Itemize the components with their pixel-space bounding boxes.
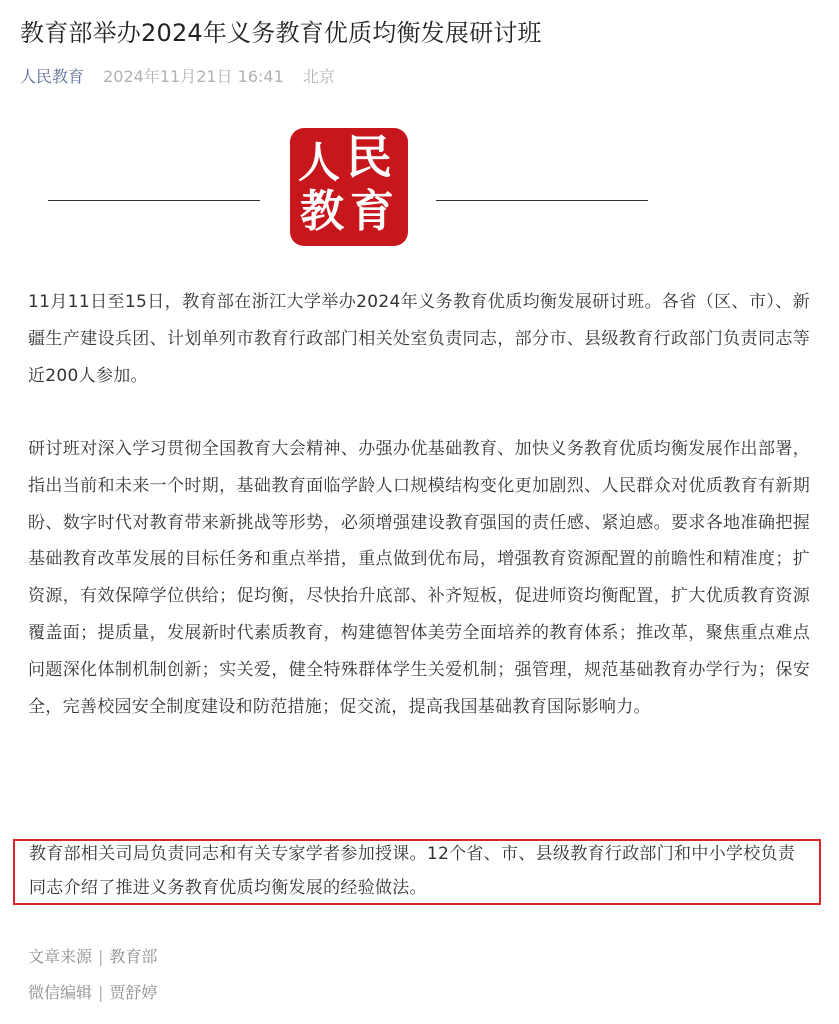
source-separator: | xyxy=(98,947,104,966)
divider-left xyxy=(48,200,260,201)
source-label: 文章来源 xyxy=(28,947,93,966)
editor-label: 微信编辑 xyxy=(28,983,93,1002)
logo-banner xyxy=(0,124,839,250)
footer-source xyxy=(28,944,157,970)
logo-char-jiao: 教 xyxy=(300,186,344,237)
footer-editor xyxy=(28,980,157,1006)
publish-location: 北京 xyxy=(302,67,335,86)
paragraph-3: 教育部相关司局负责同志和有关专家学者参加授课。12个省、市、县级教育行政部门和中小学校负责同志介绍了推进义务教育优质均衡发展的经验做法。 xyxy=(29,844,796,898)
logo-char-yu: 育 xyxy=(350,186,394,237)
article-meta xyxy=(20,64,349,90)
paragraph-1: 11月11日至15日，教育部在浙江大学举办2024年义务教育优质均衡发展研讨班。各省（区、市）、新疆生产建设兵团、计划单列市教育行政部门相关处室负责同志，部分市、县级教育行政部门负责同志等近200人参加。 xyxy=(28,292,810,386)
logo-char-ren: 人 xyxy=(298,138,341,187)
publish-time: 2024年11月21日 16:41 xyxy=(103,67,284,86)
editor-separator: | xyxy=(98,983,104,1002)
paragraph-2: 研讨班对深入学习贯彻全国教育大会精神、办强办优基础教育、加快义务教育优质均衡发展作出部署，指出当前和未来一个时期，基础教育面临学龄人口规模结构变化更加剧烈、人民群众对优质教育有新期盼、数字时代对教育带来新挑战等形势，必须增强建设教育强国的责任感、紧迫感。要求各地准确把握基础教育改革发展的目标任务和重点举措，重点做到优布局，增强教育资源配置的前瞻性和精准度；扩资源，有效保障学位供给；促均衡，尽快抬升底部、补齐短板，促进师资均衡配置，扩大优质教育资源覆盖面；提质量，发展新时代素质教育，构建德智体美劳全面培养的教育体系；推改革，聚焦重点难点问题深化体制机制创新；实关爱，健全特殊群体学生关爱机制；强管理，规范基础教育办学行为；保安全，完善校园安全制度建设和防范措施；促交流，提高我国基础教育国际影响力。 xyxy=(28,439,810,717)
logo-char-min: 民 xyxy=(346,130,392,184)
highlight-box xyxy=(13,839,821,905)
account-name-link[interactable]: 人民教育 xyxy=(20,67,85,86)
editor-value: 贾舒婷 xyxy=(109,983,158,1002)
article-title: 教育部举办2024年义务教育优质均衡发展研讨班 xyxy=(20,19,542,47)
source-value: 教育部 xyxy=(109,947,158,966)
divider-right xyxy=(436,200,648,201)
renmin-jiaoyu-logo xyxy=(290,128,408,246)
